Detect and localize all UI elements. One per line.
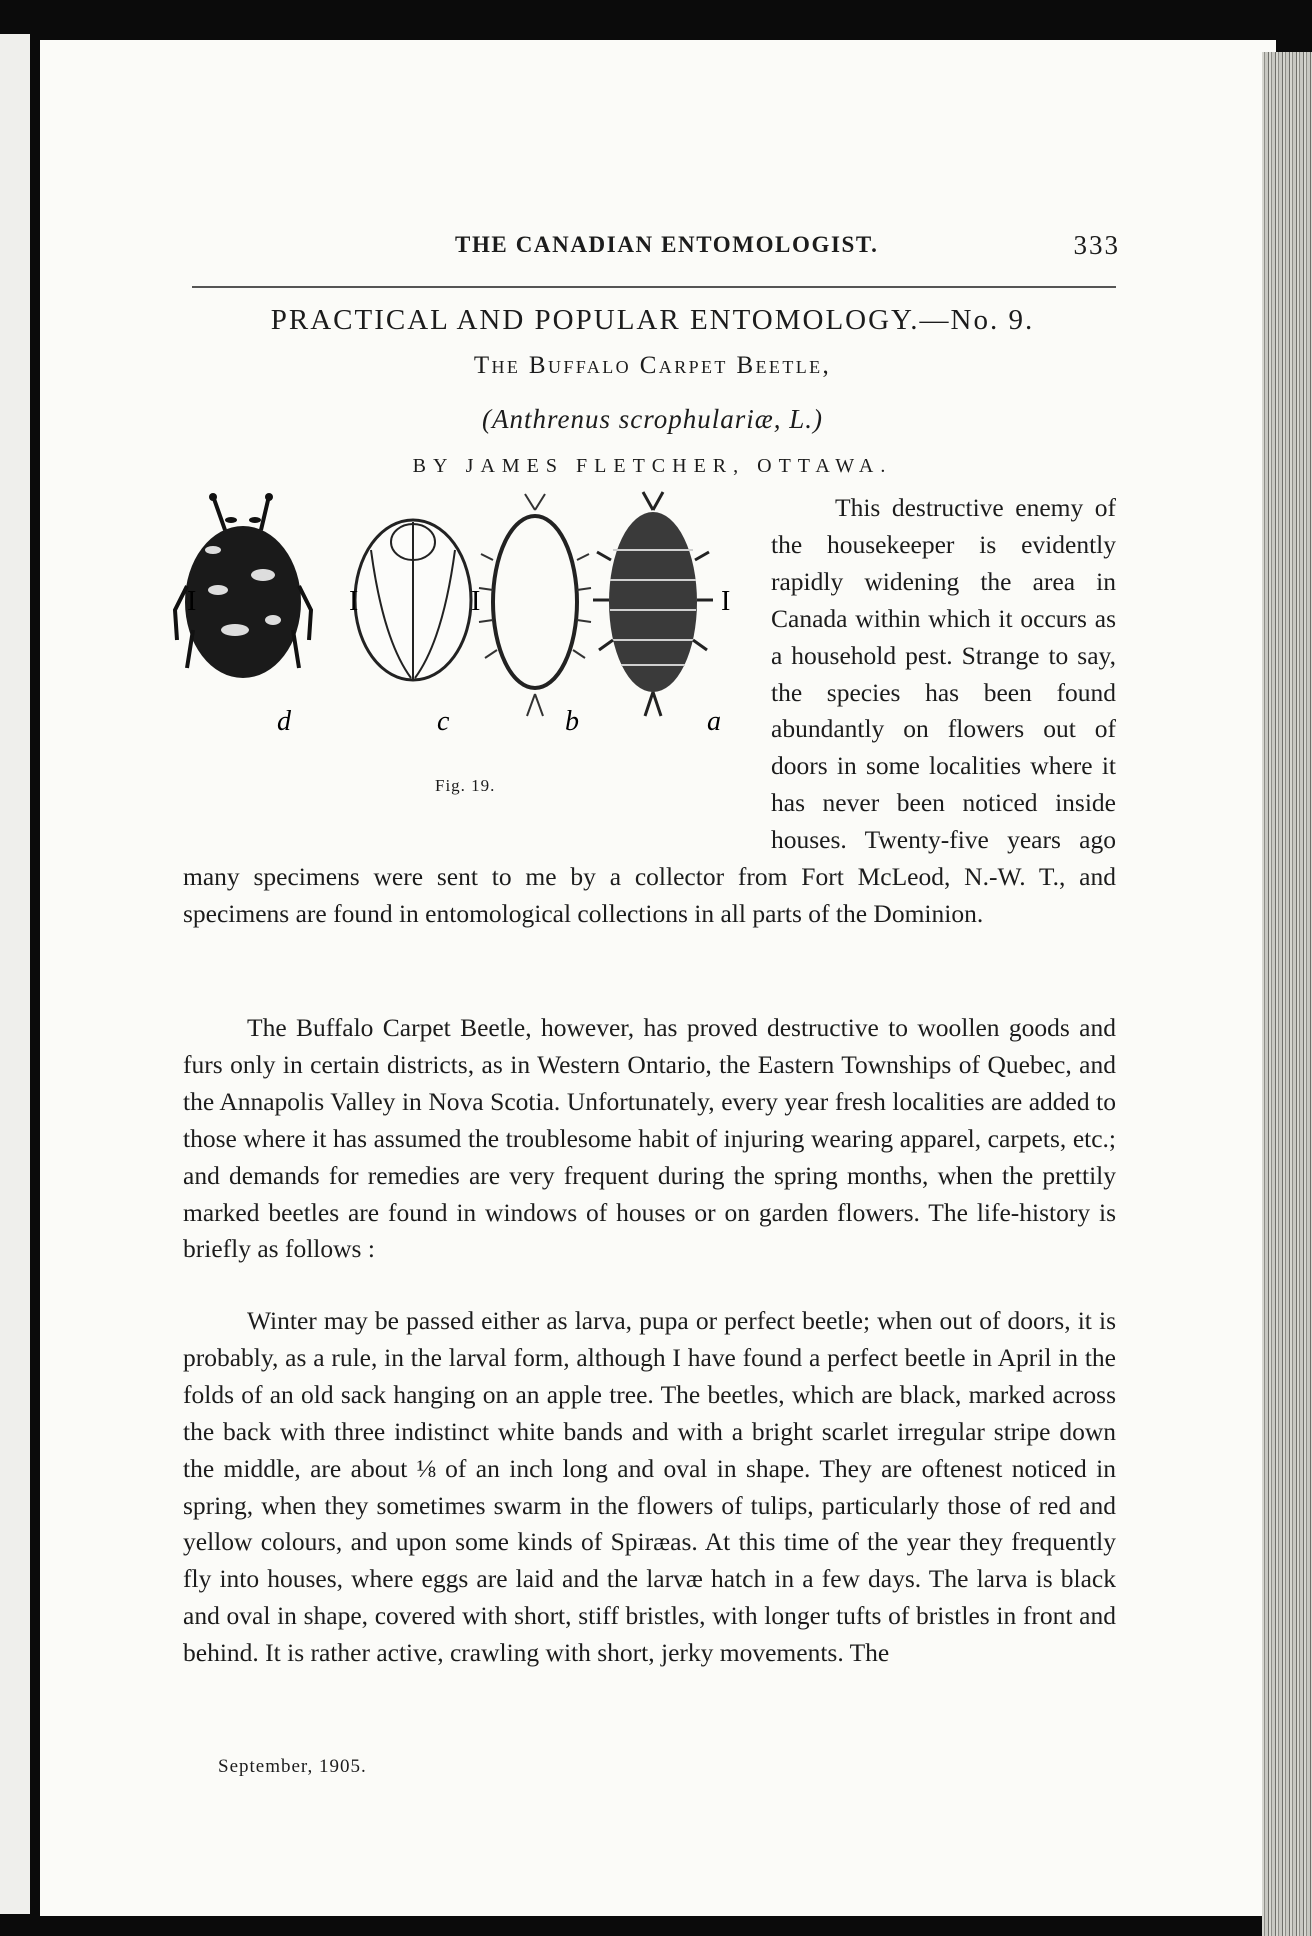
header-rule	[192, 286, 1116, 288]
book-page-edges	[1262, 52, 1312, 1936]
article-body-second	[183, 1010, 1116, 1268]
issue-date: September, 1905.	[218, 1756, 367, 1777]
larva-icon	[593, 492, 713, 716]
figure-illustration	[173, 490, 763, 780]
byline: BY JAMES FLETCHER, OTTAWA.	[412, 455, 893, 477]
panel-letter-c: c	[437, 706, 450, 737]
scientific-name: (Anthrenus scrophulariæ, L.)	[481, 404, 823, 434]
paragraph-3: Winter may be passed either as larva, pupa or perfect beetle; when out of doors, it is probably, as a rule, in the larval form, although I have found a perfect beetle in April in the folds of an old sack hanging on an apple tree. The beetles, which are black, marked across the back with three indistinct white bands and with a bright scarlet irregular stripe down the middle, are about ⅛ of an inch long and oval in shape. They are oftenest noticed in spring, when they sometimes swarm in the flowers of tulips, particularly those of red and yellow colours, and upon some kinds of Spiræas. At this time of the year they frequently fly into houses, where eggs are laid and the larvæ hatch in a few days. The larva is black and oval in shape, covered with short, stiff bristles, with longer tufts of bristles in front and behind. It is rather active, crawling with short, jerky movements. The	[183, 1306, 1116, 1668]
page-number: 333	[1073, 230, 1120, 260]
paragraph-2: The Buffalo Carpet Beetle, however, has proved destructive to woollen goods and furs only in certain districts, as in Western Ontario, the Eastern Townships of Quebec, and the Annapolis Valley in Nova Scotia. Unfortunately, every year fresh localities are added to those where it has assumed the troublesome habit of injuring wearing apparel, carpets, etc.; and demands for remedies are very frequent during the spring months, when the prettily marked beetles are found in windows of houses or on garden flowers. The life-history is briefly as follows :	[183, 1013, 1116, 1264]
panel-letter-b: b	[565, 706, 579, 737]
figure-19	[173, 490, 763, 832]
size-marker-d: I	[187, 586, 197, 617]
journal-title: THE CANADIAN ENTOMOLOGIST.	[455, 232, 879, 257]
series-title: PRACTICAL AND POPULAR ENTOMOLOGY.—No. 9.	[270, 304, 1035, 336]
subject-title: The Buffalo Carpet Beetle,	[473, 352, 832, 379]
figure-caption: Fig. 19.	[435, 776, 496, 795]
article-body-third	[183, 1303, 1116, 1672]
pupa-icon	[355, 520, 471, 680]
article-body-first	[183, 490, 1116, 933]
larval-skin-icon	[479, 494, 591, 716]
running-head	[150, 226, 1120, 270]
panel-letter-d: d	[277, 706, 291, 737]
paragraph-1: This destructive enemy of the housekeeper is evidently rapidly widening the area in Canada within which it occurs as a household pest. Strange to say, the species has been found abundantly on flowers out of doors in some localities where it has never been noticed inside houses. Twenty-five years ago many specimens were sent to me by a collector from Fort McLeod, N.-W. T., and specimens are found in entomological collections in all parts of the Dominion.	[183, 493, 1116, 928]
size-marker-a: I	[721, 586, 731, 617]
size-marker-c: I	[349, 586, 359, 617]
adjacent-page-edge	[0, 34, 30, 1914]
panel-letter-a: a	[707, 706, 721, 737]
size-marker-b: I	[471, 586, 481, 617]
